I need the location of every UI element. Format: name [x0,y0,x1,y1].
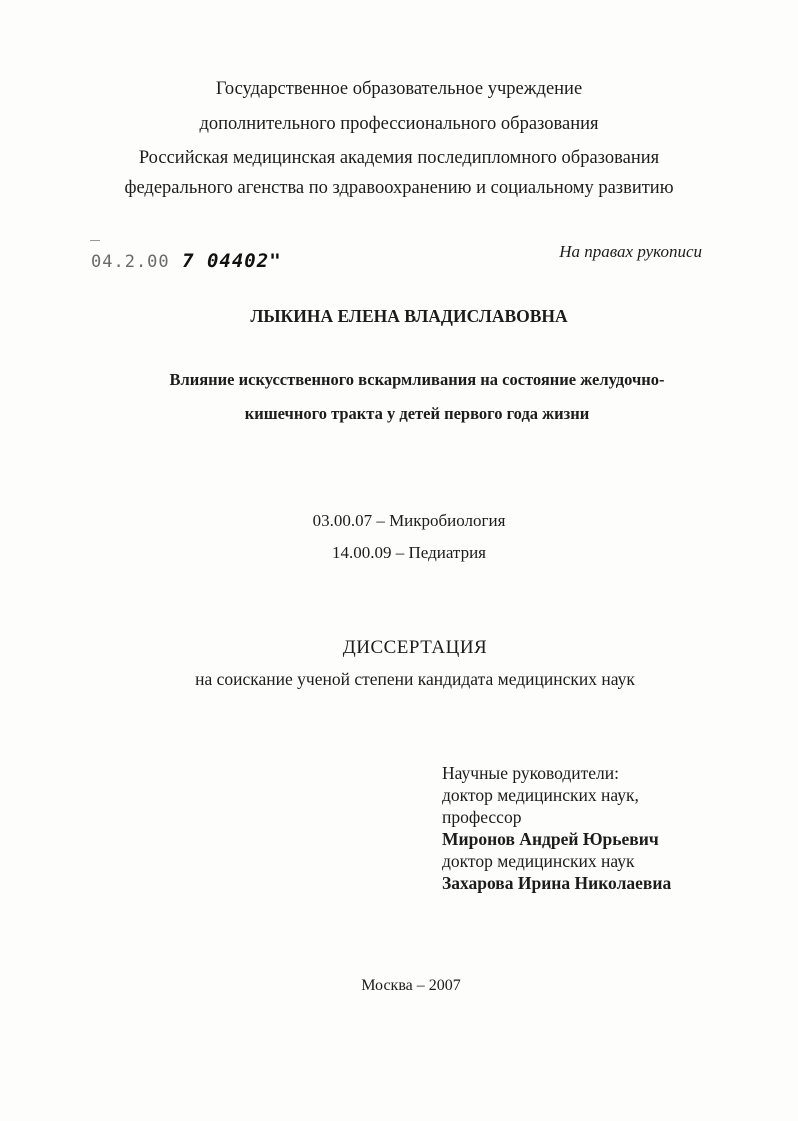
author-name: ЛЫКИНА ЕЛЕНА ВЛАДИСЛАВОВНА [250,306,568,326]
advisor-1-rank: профессор [442,807,522,827]
institution-line-3: Российская медицинская академия последипломного образования [138,148,660,168]
institution-line-1: Государственное образовательное учреждение [215,79,583,99]
degree-statement: на соискание ученой степени кандидата медицинских наук [195,669,635,689]
thesis-title-line-2: кишечного тракта у детей первого года жизни [244,404,590,423]
advisor-1-name: Миронов Андрей Юрьевич [442,829,659,849]
advisors-block [442,762,671,894]
advisor-2-name: Захарова Ирина Николаевиа [442,873,672,893]
specialty-microbiology: 03.00.07 – Микробиология [312,511,506,530]
stamp-number: 7 04402 [182,250,270,272]
advisor-2-degree: доктор медицинских наук [442,851,635,871]
stamp-tick: " [269,250,282,272]
institution-line-2: дополнительного профессионального образования [199,114,599,134]
advisor-1-degree: доктор медицинских наук, [442,785,639,805]
city-year: Москва – 2007 [361,977,461,994]
specialty-pediatrics: 14.00.09 – Педиатрия [331,543,486,562]
institution-line-4: федерального агенства по здравоохранению и социальному развитию [124,178,674,198]
stamp-date: 04.2.00 [91,252,170,272]
thesis-title-line-1: Влияние искусственного вскармливания на состояние желудочно- [169,370,665,389]
document-type: ДИССЕРТАЦИЯ [342,637,488,658]
manuscript-note: На правах рукописи [559,242,702,261]
library-stamp [91,249,282,274]
advisors-heading: Научные руководители: [442,763,619,783]
scan-artifact [90,240,100,241]
